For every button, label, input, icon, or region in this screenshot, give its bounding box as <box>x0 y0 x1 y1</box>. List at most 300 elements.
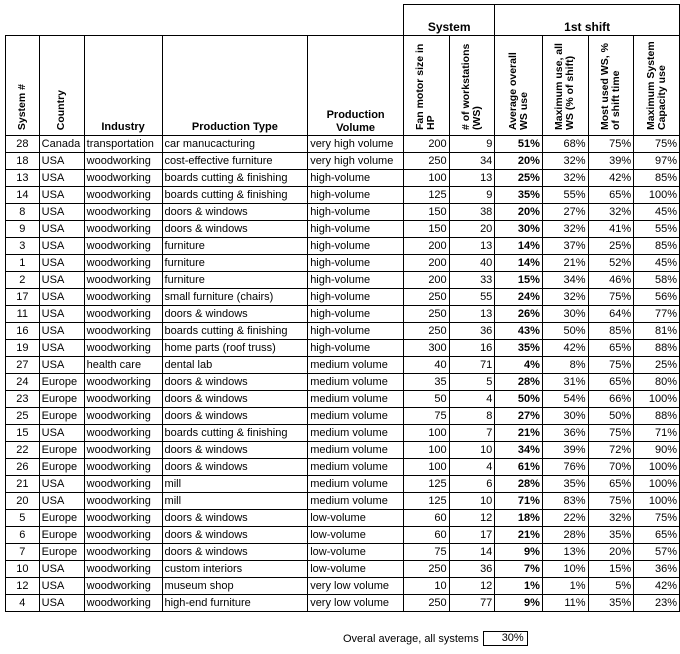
cell-system-no: 17 <box>6 289 40 306</box>
cell-avg-use: 15% <box>495 272 543 289</box>
cell-max-use: 83% <box>542 493 588 510</box>
cell-industry: woodworking <box>84 187 162 204</box>
cell-workstations: 10 <box>449 493 495 510</box>
cell-avg-use: 26% <box>495 306 543 323</box>
cell-production-volume: medium volume <box>308 374 404 391</box>
cell-production-type: boards cutting & finishing <box>162 187 308 204</box>
blank-corner <box>6 5 404 36</box>
cell-workstations: 9 <box>449 187 495 204</box>
cell-max-use: 76% <box>542 459 588 476</box>
cell-most-used: 75% <box>588 493 634 510</box>
group-system: System <box>404 5 495 36</box>
cell-country: USA <box>39 476 84 493</box>
cell-production-type: doors & windows <box>162 459 308 476</box>
cell-max-capacity: 45% <box>634 255 680 272</box>
cell-system-no: 21 <box>6 476 40 493</box>
cell-workstations: 4 <box>449 391 495 408</box>
cell-avg-use: 24% <box>495 289 543 306</box>
cell-country: Europe <box>39 527 84 544</box>
cell-workstations: 36 <box>449 323 495 340</box>
cell-country: USA <box>39 272 84 289</box>
footer-label: Overal average, all systems <box>343 632 479 645</box>
cell-max-capacity: 56% <box>634 289 680 306</box>
cell-workstations: 55 <box>449 289 495 306</box>
cell-fan-motor: 100 <box>404 442 450 459</box>
cell-country: USA <box>39 289 84 306</box>
cell-max-use: 28% <box>542 527 588 544</box>
cell-country: Europe <box>39 408 84 425</box>
cell-avg-use: 34% <box>495 442 543 459</box>
cell-avg-use: 35% <box>495 187 543 204</box>
table-row <box>6 595 680 612</box>
cell-production-volume: low-volume <box>308 561 404 578</box>
cell-industry: woodworking <box>84 153 162 170</box>
cell-country: USA <box>39 187 84 204</box>
cell-workstations: 7 <box>449 425 495 442</box>
table-row <box>6 374 680 391</box>
table-row <box>6 306 680 323</box>
cell-max-capacity: 100% <box>634 187 680 204</box>
cell-max-capacity: 23% <box>634 595 680 612</box>
cell-country: Canada <box>39 136 84 153</box>
cell-max-capacity: 25% <box>634 357 680 374</box>
cell-production-type: doors & windows <box>162 527 308 544</box>
cell-industry: woodworking <box>84 493 162 510</box>
cell-avg-use: 28% <box>495 374 543 391</box>
cell-industry: woodworking <box>84 578 162 595</box>
cell-fan-motor: 150 <box>404 221 450 238</box>
cell-workstations: 20 <box>449 221 495 238</box>
cell-country: Europe <box>39 442 84 459</box>
header-fan-motor: Fan motor size in HP <box>404 36 450 136</box>
cell-max-capacity: 65% <box>634 527 680 544</box>
cell-industry: woodworking <box>84 425 162 442</box>
cell-workstations: 71 <box>449 357 495 374</box>
table-row <box>6 204 680 221</box>
cell-fan-motor: 200 <box>404 238 450 255</box>
cell-industry: woodworking <box>84 306 162 323</box>
cell-production-type: boards cutting & finishing <box>162 425 308 442</box>
cell-production-volume: medium volume <box>308 391 404 408</box>
cell-fan-motor: 250 <box>404 595 450 612</box>
cell-most-used: 72% <box>588 442 634 459</box>
cell-workstations: 33 <box>449 272 495 289</box>
cell-production-type: car manucacturing <box>162 136 308 153</box>
cell-production-volume: high-volume <box>308 238 404 255</box>
cell-production-volume: high-volume <box>308 306 404 323</box>
cell-country: USA <box>39 340 84 357</box>
cell-most-used: 52% <box>588 255 634 272</box>
cell-production-type: mill <box>162 493 308 510</box>
cell-most-used: 42% <box>588 170 634 187</box>
cell-industry: woodworking <box>84 340 162 357</box>
table-row <box>6 442 680 459</box>
cell-max-capacity: 58% <box>634 272 680 289</box>
cell-production-volume: very high volume <box>308 153 404 170</box>
table-row <box>6 544 680 561</box>
cell-industry: woodworking <box>84 374 162 391</box>
table-row <box>6 289 680 306</box>
cell-max-use: 68% <box>542 136 588 153</box>
cell-max-use: 42% <box>542 340 588 357</box>
cell-most-used: 65% <box>588 374 634 391</box>
cell-fan-motor: 200 <box>404 136 450 153</box>
cell-workstations: 6 <box>449 476 495 493</box>
cell-system-no: 7 <box>6 544 40 561</box>
cell-production-type: doors & windows <box>162 306 308 323</box>
table-row <box>6 459 680 476</box>
cell-max-capacity: 88% <box>634 340 680 357</box>
table-row <box>6 493 680 510</box>
cell-workstations: 12 <box>449 578 495 595</box>
cell-workstations: 8 <box>449 408 495 425</box>
cell-production-volume: high-volume <box>308 323 404 340</box>
cell-fan-motor: 250 <box>404 323 450 340</box>
cell-production-type: furniture <box>162 272 308 289</box>
cell-production-type: small furniture (chairs) <box>162 289 308 306</box>
cell-max-capacity: 75% <box>634 136 680 153</box>
cell-industry: woodworking <box>84 221 162 238</box>
table-row <box>6 153 680 170</box>
cell-country: Europe <box>39 510 84 527</box>
header-avg-use: Average overall WS use <box>495 36 543 136</box>
cell-workstations: 13 <box>449 306 495 323</box>
cell-max-use: 32% <box>542 221 588 238</box>
cell-workstations: 40 <box>449 255 495 272</box>
cell-avg-use: 14% <box>495 255 543 272</box>
cell-production-type: museum shop <box>162 578 308 595</box>
cell-avg-use: 14% <box>495 238 543 255</box>
cell-most-used: 65% <box>588 476 634 493</box>
cell-system-no: 3 <box>6 238 40 255</box>
header-industry: Industry <box>84 36 162 136</box>
cell-country: USA <box>39 493 84 510</box>
cell-country: Europe <box>39 374 84 391</box>
table-row <box>6 391 680 408</box>
header-most-used: Most used WS, % of shift time <box>588 36 634 136</box>
table-row <box>6 221 680 238</box>
cell-max-use: 37% <box>542 238 588 255</box>
cell-max-use: 35% <box>542 476 588 493</box>
cell-production-type: doors & windows <box>162 442 308 459</box>
cell-avg-use: 18% <box>495 510 543 527</box>
cell-max-capacity: 81% <box>634 323 680 340</box>
cell-production-type: cost-effective furniture <box>162 153 308 170</box>
cell-max-use: 50% <box>542 323 588 340</box>
cell-country: USA <box>39 204 84 221</box>
header-production-type: Production Type <box>162 36 308 136</box>
cell-workstations: 13 <box>449 238 495 255</box>
cell-production-type: doors & windows <box>162 391 308 408</box>
cell-max-use: 27% <box>542 204 588 221</box>
table-row <box>6 187 680 204</box>
cell-most-used: 46% <box>588 272 634 289</box>
cell-max-capacity: 57% <box>634 544 680 561</box>
cell-max-use: 34% <box>542 272 588 289</box>
cell-max-capacity: 100% <box>634 459 680 476</box>
cell-production-type: doors & windows <box>162 221 308 238</box>
cell-max-use: 13% <box>542 544 588 561</box>
table-row <box>6 561 680 578</box>
cell-max-use: 54% <box>542 391 588 408</box>
cell-country: Europe <box>39 459 84 476</box>
cell-max-use: 21% <box>542 255 588 272</box>
cell-most-used: 39% <box>588 153 634 170</box>
table-row <box>6 323 680 340</box>
cell-system-no: 14 <box>6 187 40 204</box>
cell-max-use: 30% <box>542 408 588 425</box>
header-workstations: # of workstations (WS) <box>449 36 495 136</box>
table-row <box>6 578 680 595</box>
cell-most-used: 50% <box>588 408 634 425</box>
cell-most-used: 85% <box>588 323 634 340</box>
cell-country: USA <box>39 357 84 374</box>
cell-avg-use: 50% <box>495 391 543 408</box>
cell-fan-motor: 250 <box>404 153 450 170</box>
cell-production-volume: medium volume <box>308 408 404 425</box>
cell-production-volume: very low volume <box>308 578 404 595</box>
cell-country: USA <box>39 578 84 595</box>
column-header-row <box>6 36 680 136</box>
cell-most-used: 75% <box>588 357 634 374</box>
cell-production-volume: low-volume <box>308 527 404 544</box>
cell-system-no: 1 <box>6 255 40 272</box>
cell-max-use: 22% <box>542 510 588 527</box>
cell-avg-use: 51% <box>495 136 543 153</box>
cell-system-no: 23 <box>6 391 40 408</box>
cell-max-use: 36% <box>542 425 588 442</box>
cell-fan-motor: 75 <box>404 408 450 425</box>
cell-country: USA <box>39 595 84 612</box>
cell-production-type: furniture <box>162 238 308 255</box>
cell-production-volume: low-volume <box>308 510 404 527</box>
cell-avg-use: 20% <box>495 204 543 221</box>
table-row <box>6 510 680 527</box>
cell-country: USA <box>39 306 84 323</box>
cell-industry: woodworking <box>84 323 162 340</box>
cell-fan-motor: 10 <box>404 578 450 595</box>
group-1st-shift: 1st shift <box>495 5 680 36</box>
cell-system-no: 16 <box>6 323 40 340</box>
cell-avg-use: 71% <box>495 493 543 510</box>
cell-max-capacity: 90% <box>634 442 680 459</box>
cell-system-no: 4 <box>6 595 40 612</box>
cell-max-capacity: 75% <box>634 510 680 527</box>
cell-max-use: 30% <box>542 306 588 323</box>
cell-max-use: 32% <box>542 153 588 170</box>
table-row <box>6 476 680 493</box>
cell-most-used: 35% <box>588 527 634 544</box>
cell-country: USA <box>39 170 84 187</box>
cell-max-capacity: 88% <box>634 408 680 425</box>
table-row <box>6 136 680 153</box>
cell-industry: woodworking <box>84 408 162 425</box>
cell-max-capacity: 97% <box>634 153 680 170</box>
cell-industry: woodworking <box>84 204 162 221</box>
cell-production-volume: high-volume <box>308 187 404 204</box>
cell-country: USA <box>39 221 84 238</box>
cell-system-no: 24 <box>6 374 40 391</box>
cell-fan-motor: 35 <box>404 374 450 391</box>
cell-production-type: high-end furniture <box>162 595 308 612</box>
cell-production-type: home parts (roof truss) <box>162 340 308 357</box>
cell-production-volume: high-volume <box>308 170 404 187</box>
cell-system-no: 26 <box>6 459 40 476</box>
header-production-volume: Production Volume <box>308 36 404 136</box>
cell-production-volume: high-volume <box>308 289 404 306</box>
cell-max-capacity: 77% <box>634 306 680 323</box>
cell-fan-motor: 200 <box>404 255 450 272</box>
cell-max-capacity: 45% <box>634 204 680 221</box>
cell-workstations: 9 <box>449 136 495 153</box>
cell-most-used: 41% <box>588 221 634 238</box>
cell-avg-use: 20% <box>495 153 543 170</box>
cell-system-no: 13 <box>6 170 40 187</box>
cell-production-volume: high-volume <box>308 272 404 289</box>
cell-max-use: 32% <box>542 170 588 187</box>
cell-production-volume: medium volume <box>308 442 404 459</box>
cell-most-used: 75% <box>588 136 634 153</box>
cell-industry: woodworking <box>84 170 162 187</box>
cell-industry: woodworking <box>84 442 162 459</box>
cell-most-used: 64% <box>588 306 634 323</box>
cell-fan-motor: 125 <box>404 187 450 204</box>
cell-fan-motor: 60 <box>404 527 450 544</box>
cell-system-no: 6 <box>6 527 40 544</box>
header-system-no: System # <box>6 36 40 136</box>
cell-fan-motor: 150 <box>404 204 450 221</box>
cell-production-volume: medium volume <box>308 493 404 510</box>
cell-fan-motor: 250 <box>404 561 450 578</box>
cell-max-capacity: 55% <box>634 221 680 238</box>
header-country: Country <box>39 36 84 136</box>
cell-production-type: boards cutting & finishing <box>162 323 308 340</box>
table-row <box>6 408 680 425</box>
cell-industry: woodworking <box>84 476 162 493</box>
cell-max-capacity: 36% <box>634 561 680 578</box>
cell-industry: woodworking <box>84 391 162 408</box>
cell-most-used: 32% <box>588 204 634 221</box>
cell-max-capacity: 80% <box>634 374 680 391</box>
header-max-capacity: Maximum System Capacity use <box>634 36 680 136</box>
cell-system-no: 9 <box>6 221 40 238</box>
cell-industry: woodworking <box>84 561 162 578</box>
cell-system-no: 5 <box>6 510 40 527</box>
cell-system-no: 8 <box>6 204 40 221</box>
cell-workstations: 77 <box>449 595 495 612</box>
cell-production-volume: high-volume <box>308 255 404 272</box>
footer-average <box>343 631 528 646</box>
cell-fan-motor: 60 <box>404 510 450 527</box>
cell-country: USA <box>39 323 84 340</box>
cell-fan-motor: 250 <box>404 289 450 306</box>
cell-workstations: 13 <box>449 170 495 187</box>
cell-workstations: 5 <box>449 374 495 391</box>
cell-production-volume: high-volume <box>308 340 404 357</box>
cell-most-used: 32% <box>588 510 634 527</box>
cell-max-use: 1% <box>542 578 588 595</box>
cell-max-capacity: 100% <box>634 391 680 408</box>
cell-production-volume: medium volume <box>308 425 404 442</box>
table-row <box>6 340 680 357</box>
cell-production-type: custom interiors <box>162 561 308 578</box>
cell-max-capacity: 42% <box>634 578 680 595</box>
cell-production-volume: medium volume <box>308 357 404 374</box>
cell-most-used: 20% <box>588 544 634 561</box>
cell-max-use: 11% <box>542 595 588 612</box>
cell-production-type: doors & windows <box>162 204 308 221</box>
cell-most-used: 65% <box>588 187 634 204</box>
cell-production-volume: low-volume <box>308 544 404 561</box>
cell-avg-use: 43% <box>495 323 543 340</box>
cell-system-no: 28 <box>6 136 40 153</box>
cell-workstations: 16 <box>449 340 495 357</box>
cell-system-no: 12 <box>6 578 40 595</box>
table-row <box>6 357 680 374</box>
cell-production-type: furniture <box>162 255 308 272</box>
cell-fan-motor: 40 <box>404 357 450 374</box>
cell-fan-motor: 200 <box>404 272 450 289</box>
cell-system-no: 18 <box>6 153 40 170</box>
cell-country: USA <box>39 425 84 442</box>
cell-production-volume: very low volume <box>308 595 404 612</box>
cell-max-capacity: 100% <box>634 476 680 493</box>
cell-production-volume: high-volume <box>308 221 404 238</box>
cell-system-no: 10 <box>6 561 40 578</box>
cell-production-volume: very high volume <box>308 136 404 153</box>
cell-avg-use: 30% <box>495 221 543 238</box>
cell-most-used: 35% <box>588 595 634 612</box>
table-row <box>6 272 680 289</box>
cell-workstations: 10 <box>449 442 495 459</box>
cell-most-used: 66% <box>588 391 634 408</box>
cell-most-used: 15% <box>588 561 634 578</box>
cell-most-used: 65% <box>588 340 634 357</box>
cell-system-no: 2 <box>6 272 40 289</box>
cell-avg-use: 35% <box>495 340 543 357</box>
cell-fan-motor: 50 <box>404 391 450 408</box>
cell-most-used: 5% <box>588 578 634 595</box>
cell-fan-motor: 250 <box>404 306 450 323</box>
cell-system-no: 15 <box>6 425 40 442</box>
footer-value: 30% <box>483 631 528 646</box>
cell-system-no: 27 <box>6 357 40 374</box>
cell-system-no: 19 <box>6 340 40 357</box>
table-row <box>6 527 680 544</box>
cell-country: USA <box>39 255 84 272</box>
cell-max-use: 39% <box>542 442 588 459</box>
cell-max-capacity: 85% <box>634 170 680 187</box>
cell-avg-use: 1% <box>495 578 543 595</box>
cell-industry: woodworking <box>84 238 162 255</box>
cell-industry: woodworking <box>84 544 162 561</box>
cell-industry: woodworking <box>84 459 162 476</box>
cell-max-use: 55% <box>542 187 588 204</box>
cell-production-type: doors & windows <box>162 544 308 561</box>
cell-workstations: 14 <box>449 544 495 561</box>
cell-workstations: 4 <box>449 459 495 476</box>
cell-production-type: boards cutting & finishing <box>162 170 308 187</box>
cell-production-type: mill <box>162 476 308 493</box>
cell-avg-use: 25% <box>495 170 543 187</box>
cell-industry: woodworking <box>84 255 162 272</box>
cell-production-type: dental lab <box>162 357 308 374</box>
cell-avg-use: 21% <box>495 425 543 442</box>
cell-max-use: 8% <box>542 357 588 374</box>
cell-workstations: 17 <box>449 527 495 544</box>
cell-workstations: 34 <box>449 153 495 170</box>
cell-system-no: 22 <box>6 442 40 459</box>
